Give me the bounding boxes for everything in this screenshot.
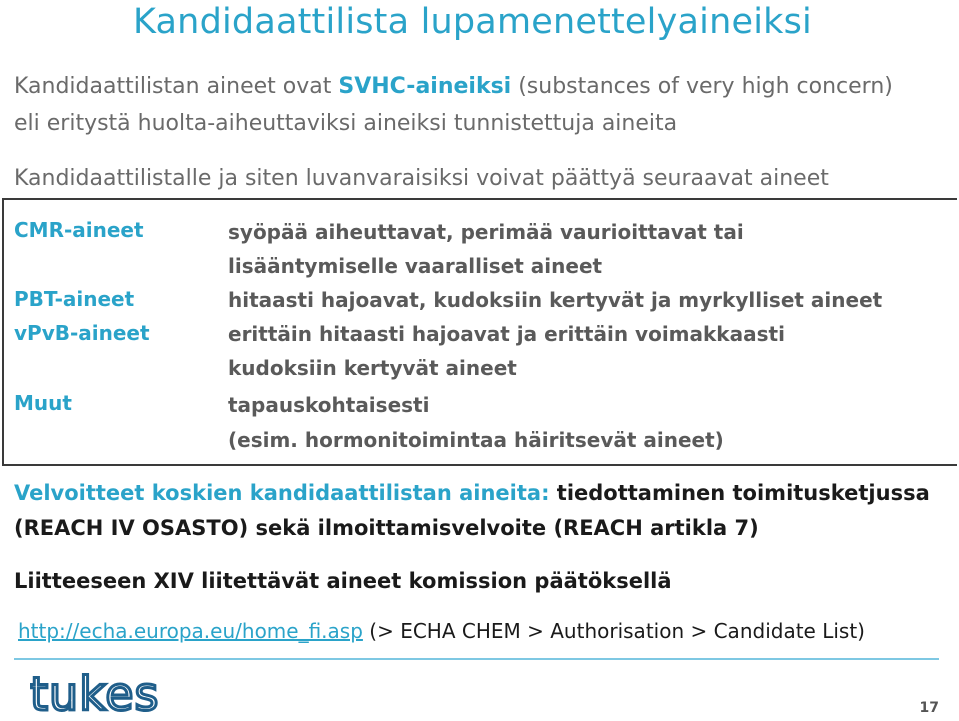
cmr-definition-1: syöpää aiheuttavat, perimää vaurioittavat tai <box>228 220 744 244</box>
logo-text: tukes <box>30 668 160 718</box>
intro-text-pre: Kandidaattilistan aineet ovat <box>14 74 339 99</box>
pbt-label: PBT-aineet <box>14 287 135 311</box>
footer-divider <box>14 658 939 660</box>
intro-text-post: (substances of very high concern) <box>511 74 893 99</box>
vpvb-definition-2: kudoksiin kertyvät aineet <box>228 356 517 380</box>
other-definition-1: tapauskohtaisesti <box>228 393 430 417</box>
vpvb-label: vPvB-aineet <box>14 321 150 345</box>
link-line <box>18 619 865 643</box>
intro-line-2: eli eritystä huolta-aiheuttaviksi aineiksi tunnistettuja aineita <box>14 111 678 136</box>
other-label: Muut <box>14 391 72 415</box>
pbt-definition: hitaasti hajoavat, kudoksiin kertyvät ja myrkylliset aineet <box>228 288 883 312</box>
tukes-logo <box>30 668 170 718</box>
page-number: 17 <box>919 700 939 716</box>
intro-line-3: Kandidaattilistalle ja siten luvanvaraisiksi voivat päättyä seuraavat aineet <box>14 166 829 191</box>
obligations-highlight: Velvoitteet koskien kandidaattilistan aineita: <box>14 481 550 505</box>
obligations-text-1: tiedottaminen toimitusketjussa <box>549 481 930 505</box>
obligations-line-1 <box>14 481 930 505</box>
vpvb-definition-1: erittäin hitaasti hajoavat ja erittäin voimakkaasti <box>228 322 785 346</box>
other-definition-2: (esim. hormonitoimintaa häiritsevät aineet) <box>228 428 724 452</box>
echa-link[interactable]: http://echa.europa.eu/home_fi.asp <box>18 619 363 643</box>
obligations-line-2: (REACH IV OSASTO) sekä ilmoittamisvelvoite (REACH artikla 7) <box>14 516 759 540</box>
intro-line-1 <box>14 74 893 99</box>
annex-line: Liitteeseen XIV liitettävät aineet komission päätöksellä <box>14 569 672 593</box>
link-path: (> ECHA CHEM > Authorisation > Candidate List) <box>362 619 865 643</box>
cmr-definition-2: lisääntymiselle vaaralliset aineet <box>228 254 603 278</box>
page-title: Kandidaattilista lupamenettelyaineiksi <box>133 2 812 42</box>
svhc-highlight: SVHC-aineiksi <box>338 74 512 99</box>
cmr-label: CMR-aineet <box>14 218 144 242</box>
